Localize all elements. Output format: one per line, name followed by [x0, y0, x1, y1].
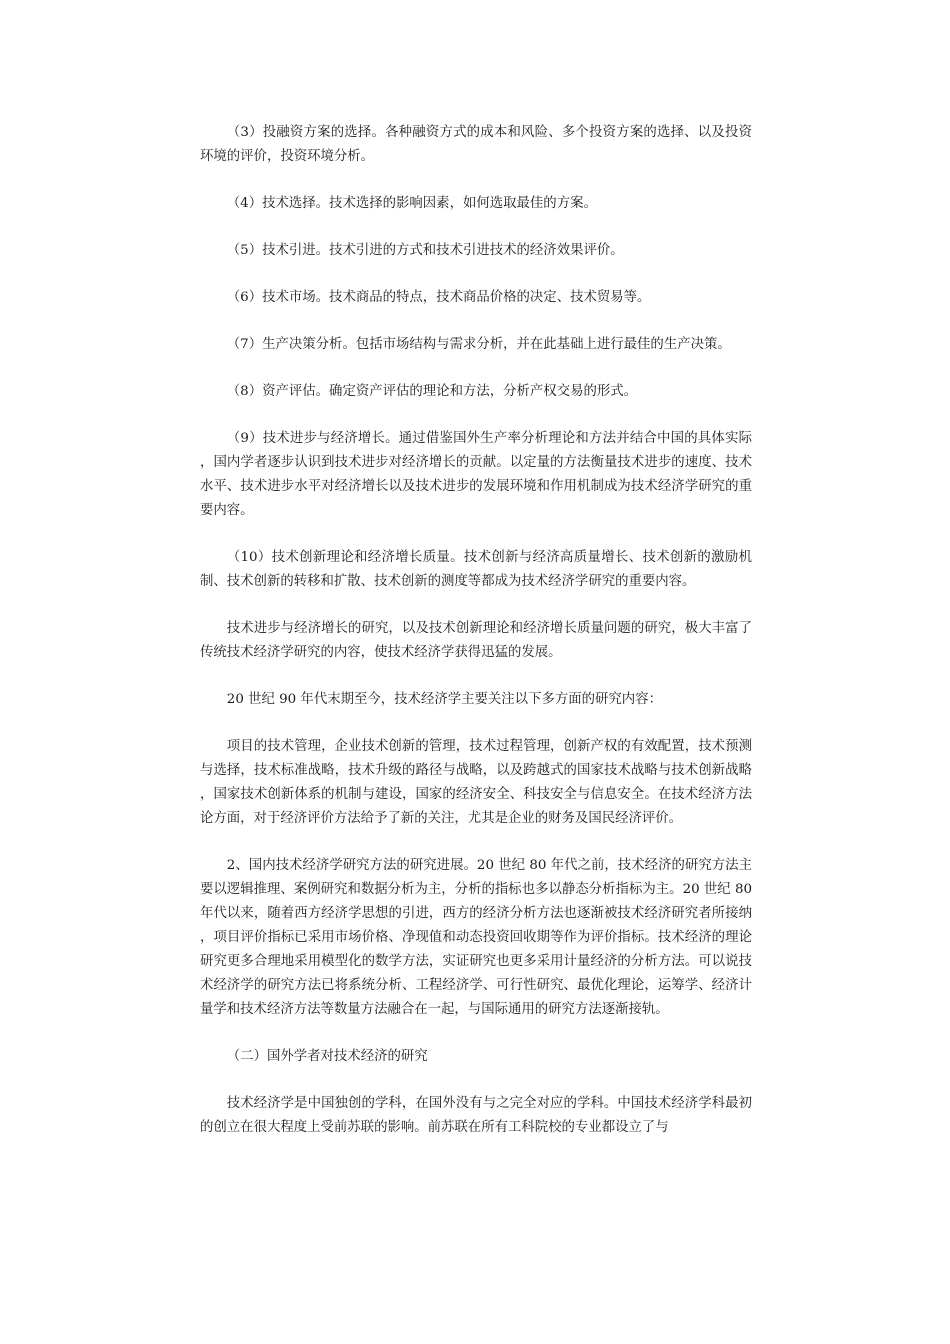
- paragraph-item-9: （9）技术进步与经济增长。通过借鉴国外生产率分析理论和方法并结合中国的具体实际，国内学者逐步认识到技术进步对经济增长的贡献。以定量的方法衡量技术进步的速度、技术水平、技术进步水平对经济增长以及技术进步的发展环境和作用机制成为技术经济学研究的重要内容。: [200, 431, 752, 518]
- paragraph-item-3: （3）投融资方案的选择。各种融资方式的成本和风险、多个投资方案的选择、以及投资环境的评价，投资环境分析。: [200, 125, 752, 164]
- paragraph-item-6: （6）技术市场。技术商品的特点，技术商品价格的决定、技术贸易等。: [226, 290, 651, 305]
- paragraph-research-content: 项目的技术管理，企业技术创新的管理，技术过程管理，创新产权的有效配置，技术预测与选择，技术标准战略，技术升级的路径与战略，以及跨越式的国家技术战略与技术创新战略，国家技术创新体系的机制与建设，国家的经济安全、科技安全与信息安全。在技术经济方法论方面，对于经济评价方法给予了新的关注，尤其是企业的财务及国民经济评价。: [200, 739, 752, 826]
- paragraph-item-7: （7）生产决策分析。包括市场结构与需求分析，并在此基础上进行最佳的生产决策。: [226, 337, 731, 352]
- section-heading-foreign-research: （二）国外学者对技术经济的研究: [226, 1049, 428, 1064]
- paragraph-summary: 技术进步与经济增长的研究，以及技术创新理论和经济增长质量问题的研究，极大丰富了传统技术经济学研究的内容，使技术经济学获得迅猛的发展。: [200, 621, 752, 660]
- document-page: [200, 121, 752, 1140]
- paragraph-foreign-research: 技术经济学是中国独创的学科，在国外没有与之完全对应的学科。中国技术经济学科最初的创立在很大程度上受前苏联的影响。前苏联在所有工科院校的专业都设立了与: [200, 1096, 752, 1135]
- paragraph-item-5: （5）技术引进。技术引进的方式和技术引进技术的经济效果评价。: [226, 243, 624, 258]
- paragraph-item-10: （10）技术创新理论和经济增长质量。技术创新与经济高质量增长、技术创新的激励机制、技术创新的转移和扩散、技术创新的测度等都成为技术经济学研究的重要内容。: [200, 550, 752, 589]
- paragraph-item-8: （8）资产评估。确定资产评估的理论和方法，分析产权交易的形式。: [226, 384, 638, 399]
- paragraph-methods-progress: 2、国内技术经济学研究方法的研究进展。20 世纪 80 年代之前，技术经济的研究方法主要以逻辑推理、案例研究和数据分析为主，分析的指标也多以静态分析指标为主。20 世纪 80 年代以来，随着西方经济学思想的引进，西方的经济分析方法也逐渐被技术经济研究者所接纳，项目评价指标已采用市场价格、净现值和动态投资回收期等作为评价指标。技术经济的理论研究更多合理地采用模型化的数学方法，实证研究也更多采用计量经济的分析方法。可以说技术经济学的研究方法已将系统分析、工程经济学、可行性研究、最优化理论，运筹学、经济计量学和技术经济方法等数量方法融合在一起，与国际通用的研究方法逐渐接轨。: [200, 858, 752, 1017]
- paragraph-intro-90s: 20 世纪 90 年代末期至今，技术经济学主要关注以下多方面的研究内容：: [226, 692, 662, 707]
- paragraph-item-4: （4）技术选择。技术选择的影响因素，如何选取最佳的方案。: [226, 196, 597, 211]
